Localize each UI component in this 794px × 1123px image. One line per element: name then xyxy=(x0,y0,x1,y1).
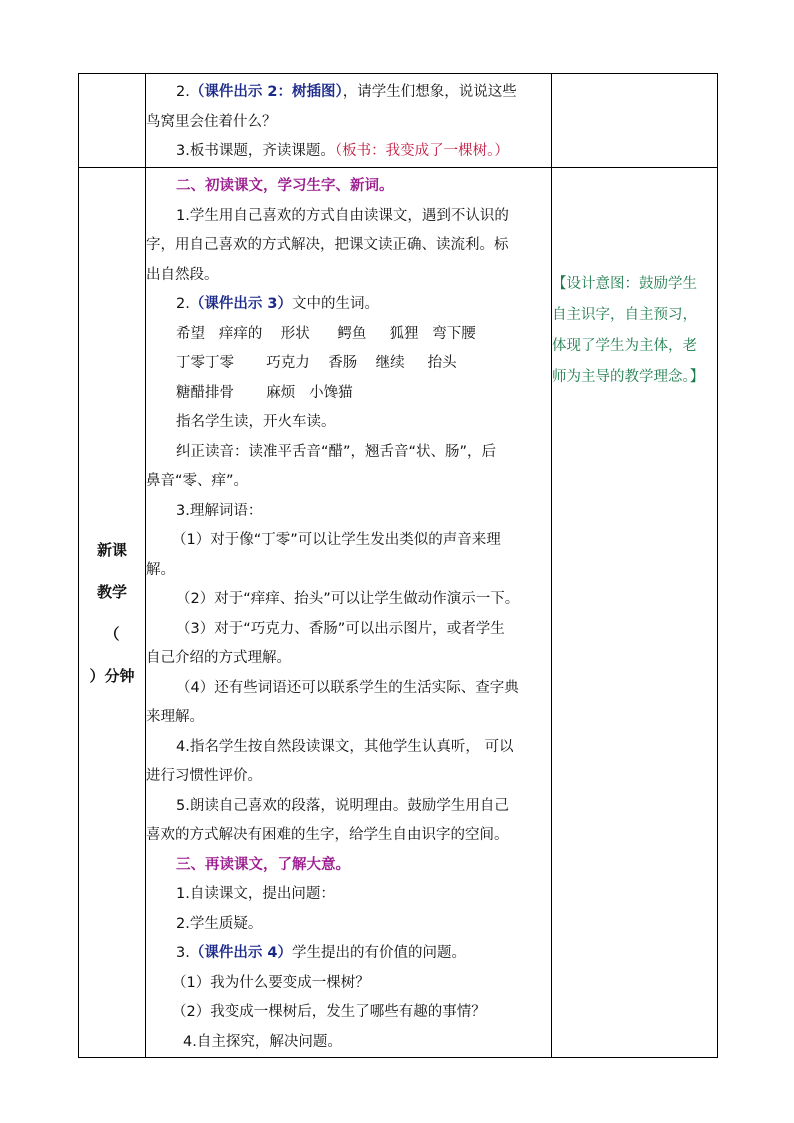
paragraph: （3）对于“巧克力、香肠”可以出示图片，或者学生 xyxy=(176,620,505,637)
content-cell-main xyxy=(146,168,552,1058)
paragraph: 纠正读音：读准平舌音“醋”，翘舌音“状、肠”，后 xyxy=(176,443,497,460)
paragraph: 鸟窝里会住着什么？ xyxy=(146,113,277,130)
paragraph: 5.朗读自己喜欢的段落，说明理由。鼓励学生用自己 xyxy=(176,797,509,814)
section-heading: 三、再读课文，了解大意。 xyxy=(176,856,350,873)
design-note: 【设计意图：鼓励学生 自主识字，自主预习， 体现了学生为主体，老 师为主导的教学理念。】 xyxy=(552,276,705,385)
paragraph: 2.（课件出示 3）文中的生词。 xyxy=(176,296,379,312)
section-label: 新课 教学 （ ）分钟 xyxy=(89,540,135,685)
paragraph: 2.学生质疑。 xyxy=(176,915,263,932)
table-row xyxy=(79,74,718,168)
paragraph: 解。 xyxy=(146,561,175,578)
paragraph: 3.（课件出示 4）学生提出的有价值的问题。 xyxy=(176,945,466,961)
paragraph: 3.板书课题，齐读课题。（板书：我变成了一棵树。） xyxy=(176,143,509,159)
paragraph: 来理解。 xyxy=(146,709,204,725)
paragraph: 1.自读课文，提出问题： xyxy=(176,886,335,902)
paragraph: 喜欢的方式解决有困难的生字，给学生自由识字的空间。 xyxy=(146,827,509,843)
section-heading: 二、初读课文，学习生字、新词。 xyxy=(176,178,394,194)
paragraph: 4.自主探究，解决问题。 xyxy=(183,1033,342,1050)
paragraph: （2）我变成一棵树后，发生了哪些有趣的事情？ xyxy=(172,1004,486,1020)
lesson-plan-table xyxy=(78,73,718,1058)
paragraph: 2.（课件出示 2：树插图），请学生们想象，说说这些 xyxy=(176,84,517,100)
paragraph: 自己介绍的方式理解。 xyxy=(146,650,291,666)
paragraph: 进行习惯性评价。 xyxy=(146,768,262,784)
table-row xyxy=(79,168,718,1058)
note-cell-empty xyxy=(552,74,718,168)
vocab-row: 希望 痒痒的 形状 鳄鱼 狐狸 弯下腰 xyxy=(176,325,476,342)
paragraph: （2）对于“痒痒、抬头”可以让学生做动作演示一下。 xyxy=(176,591,520,607)
label-cell-empty xyxy=(79,74,146,168)
vocab-row: 糖醋排骨 麻烦 小馋猫 xyxy=(176,384,353,401)
paragraph: （4）还有些词语还可以联系学生的生活实际、查字典 xyxy=(176,679,519,696)
section-label-cell xyxy=(79,168,146,1058)
design-note-cell xyxy=(552,168,718,1058)
paragraph: 指名学生读，开火车读。 xyxy=(176,414,336,430)
paragraph: 4.指名学生按自然段读课文，其他学生认真听， 可以 xyxy=(176,738,514,755)
paragraph: 字，用自己喜欢的方式解决，把课文读正确、读流利。标 xyxy=(146,237,509,253)
paragraph: （1）我为什么要变成一棵树？ xyxy=(172,974,370,991)
vocab-row: 丁零丁零 巧克力 香肠 继续 抬头 xyxy=(176,355,457,371)
paragraph: （1）对于像“丁零”可以让学生发出类似的声音来理 xyxy=(172,532,501,548)
paragraph: 1.学生用自己喜欢的方式自由读课文，遇到不认识的 xyxy=(176,207,509,224)
paragraph: 出自然段。 xyxy=(146,266,219,283)
paragraph: 3.理解词语： xyxy=(176,502,263,519)
content-cell-top xyxy=(146,74,552,168)
paragraph: 鼻音“零、痒”。 xyxy=(146,473,249,489)
